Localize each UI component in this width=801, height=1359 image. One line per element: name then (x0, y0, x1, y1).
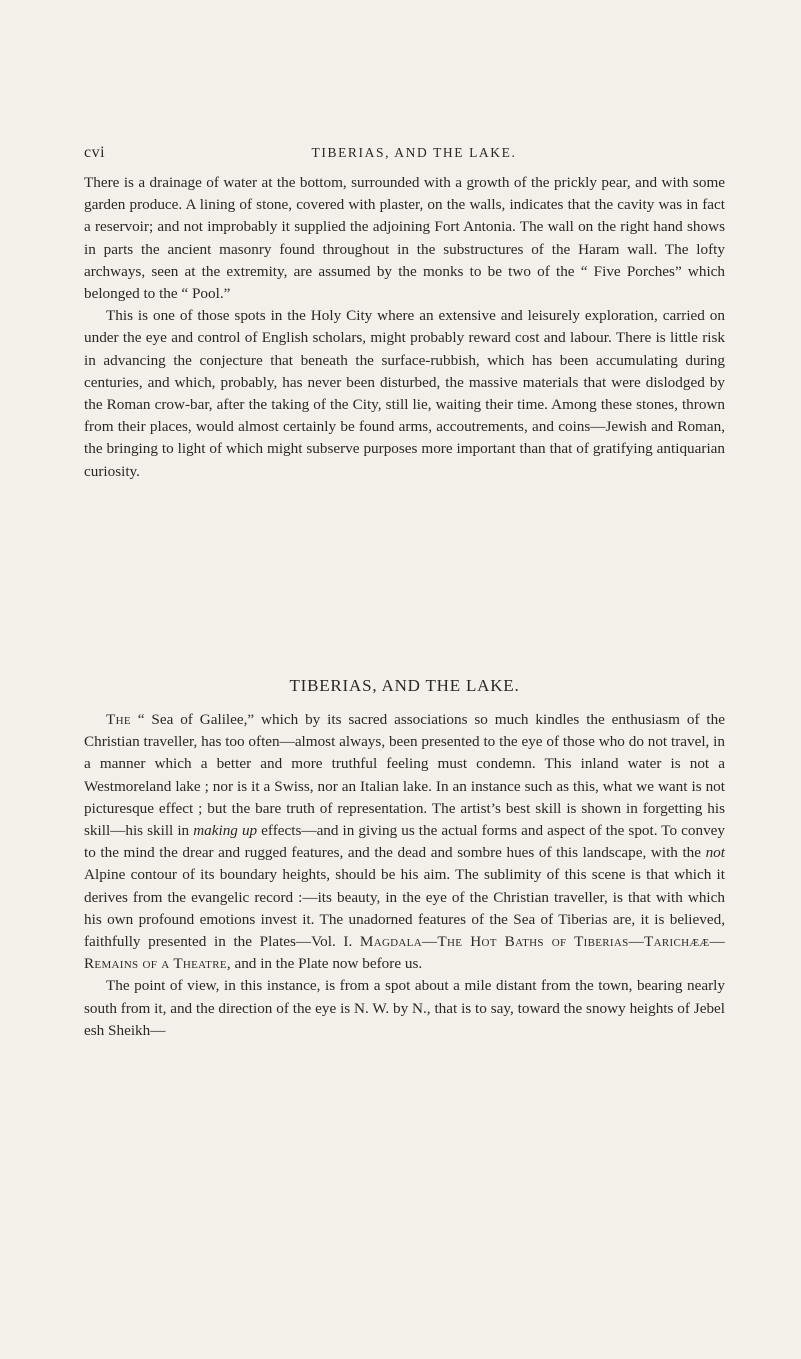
paragraph-pool: There is a drainage of water at the bottom, surrounded with a growth of the prickly pear, and with some garden produce. A lining of stone, covered with plaster, on the walls, indicates that the cavity was in fact a reservoir; and not improbably it supplied the adjoining Fort Antonia. The wall on the right hand shows in parts the ancient masonry found throughout in the substructures of the Haram wall. The lofty archways, seen at the extremity, are assumed by the monks to be two of the “ Five Porches” which belonged to the “ Pool.” (84, 174, 725, 303)
italic-phrase: making up (193, 822, 258, 840)
paragraph-exploration: This is one of those spots in the Holy City where an extensive and leisurely exploration, carried on under the eye and control of English scholars, might probably reward cost and labour. There is little risk in advancing the conjecture that beneath the surface-rubbish, which has been accumulating during centuries, and which, probably, has never been disturbed, the massive materials that were dislodged by the Roman crow-bar, after the taking of the City, still lie, waiting their time. Among these stones, thrown from their places, would almost certainly be found arms, accoutrements, and coins—Jewish and Roman, the bringing to light of which might subserve purposes more important than that of gratifying antiquarian curiosity. (84, 307, 725, 480)
italic-word: not (705, 844, 725, 862)
text-run: “ Sea of Galilee,” which by its sacred associations so much kindles the enthusiasm of the Christian traveller, has too often—almost always, been presented to the eye of those who do not travel, in a manner which a better and more truthful feeling must condemn. This inland water is not a Westmoreland lake ; nor is it a Swiss, nor an Italian lake. In an instance such as this, what we want is not picturesque effect ; but the bare truth of representation. The artist’s best skill is shown in forgetting his skill—his skill in (84, 711, 725, 840)
paragraph-sea-of-galilee (84, 709, 725, 975)
text-run: effects—and in giving us the actual forms and aspect of the spot. To convey to the mind the drear and rugged features, and the dead and sombre hues of this landscape, with the (84, 822, 725, 862)
text-run: , and in the Plate now before us. (226, 955, 423, 973)
running-title: TIBERIAS, AND THE LAKE. (311, 145, 517, 160)
page-number: cvi (84, 144, 106, 161)
lead-word: The (106, 711, 131, 728)
text-block-after-heading (84, 709, 725, 1042)
text-run: Alpine contour of its boundary heights, should be his aim. The sublimity of this scene is that which it derives from the evangelic record :—its beauty, in the eye of the Christian traveller, is that with which his own profound emotions invest it. The unadorned features of the Sea of Tiberias are, it is believed, faithfully presented in the Plates—Vol. I. (84, 866, 725, 951)
running-head (84, 144, 724, 166)
plates-list: Magdala—The Hot Baths of Tiberias—Tarichææ—Remains of a Theatre (84, 933, 725, 973)
paragraph-point-of-view: The point of view, in this instance, is from a spot about a mile distant from the town, bearing nearly south from it, and the direction of the eye is N. W. by N., that is to say, toward the snowy heights of Jebel esh Sheikh— (84, 977, 725, 1039)
text-block-before-heading (84, 172, 725, 483)
section-heading: TIBERIAS, AND THE LAKE. (289, 676, 520, 695)
